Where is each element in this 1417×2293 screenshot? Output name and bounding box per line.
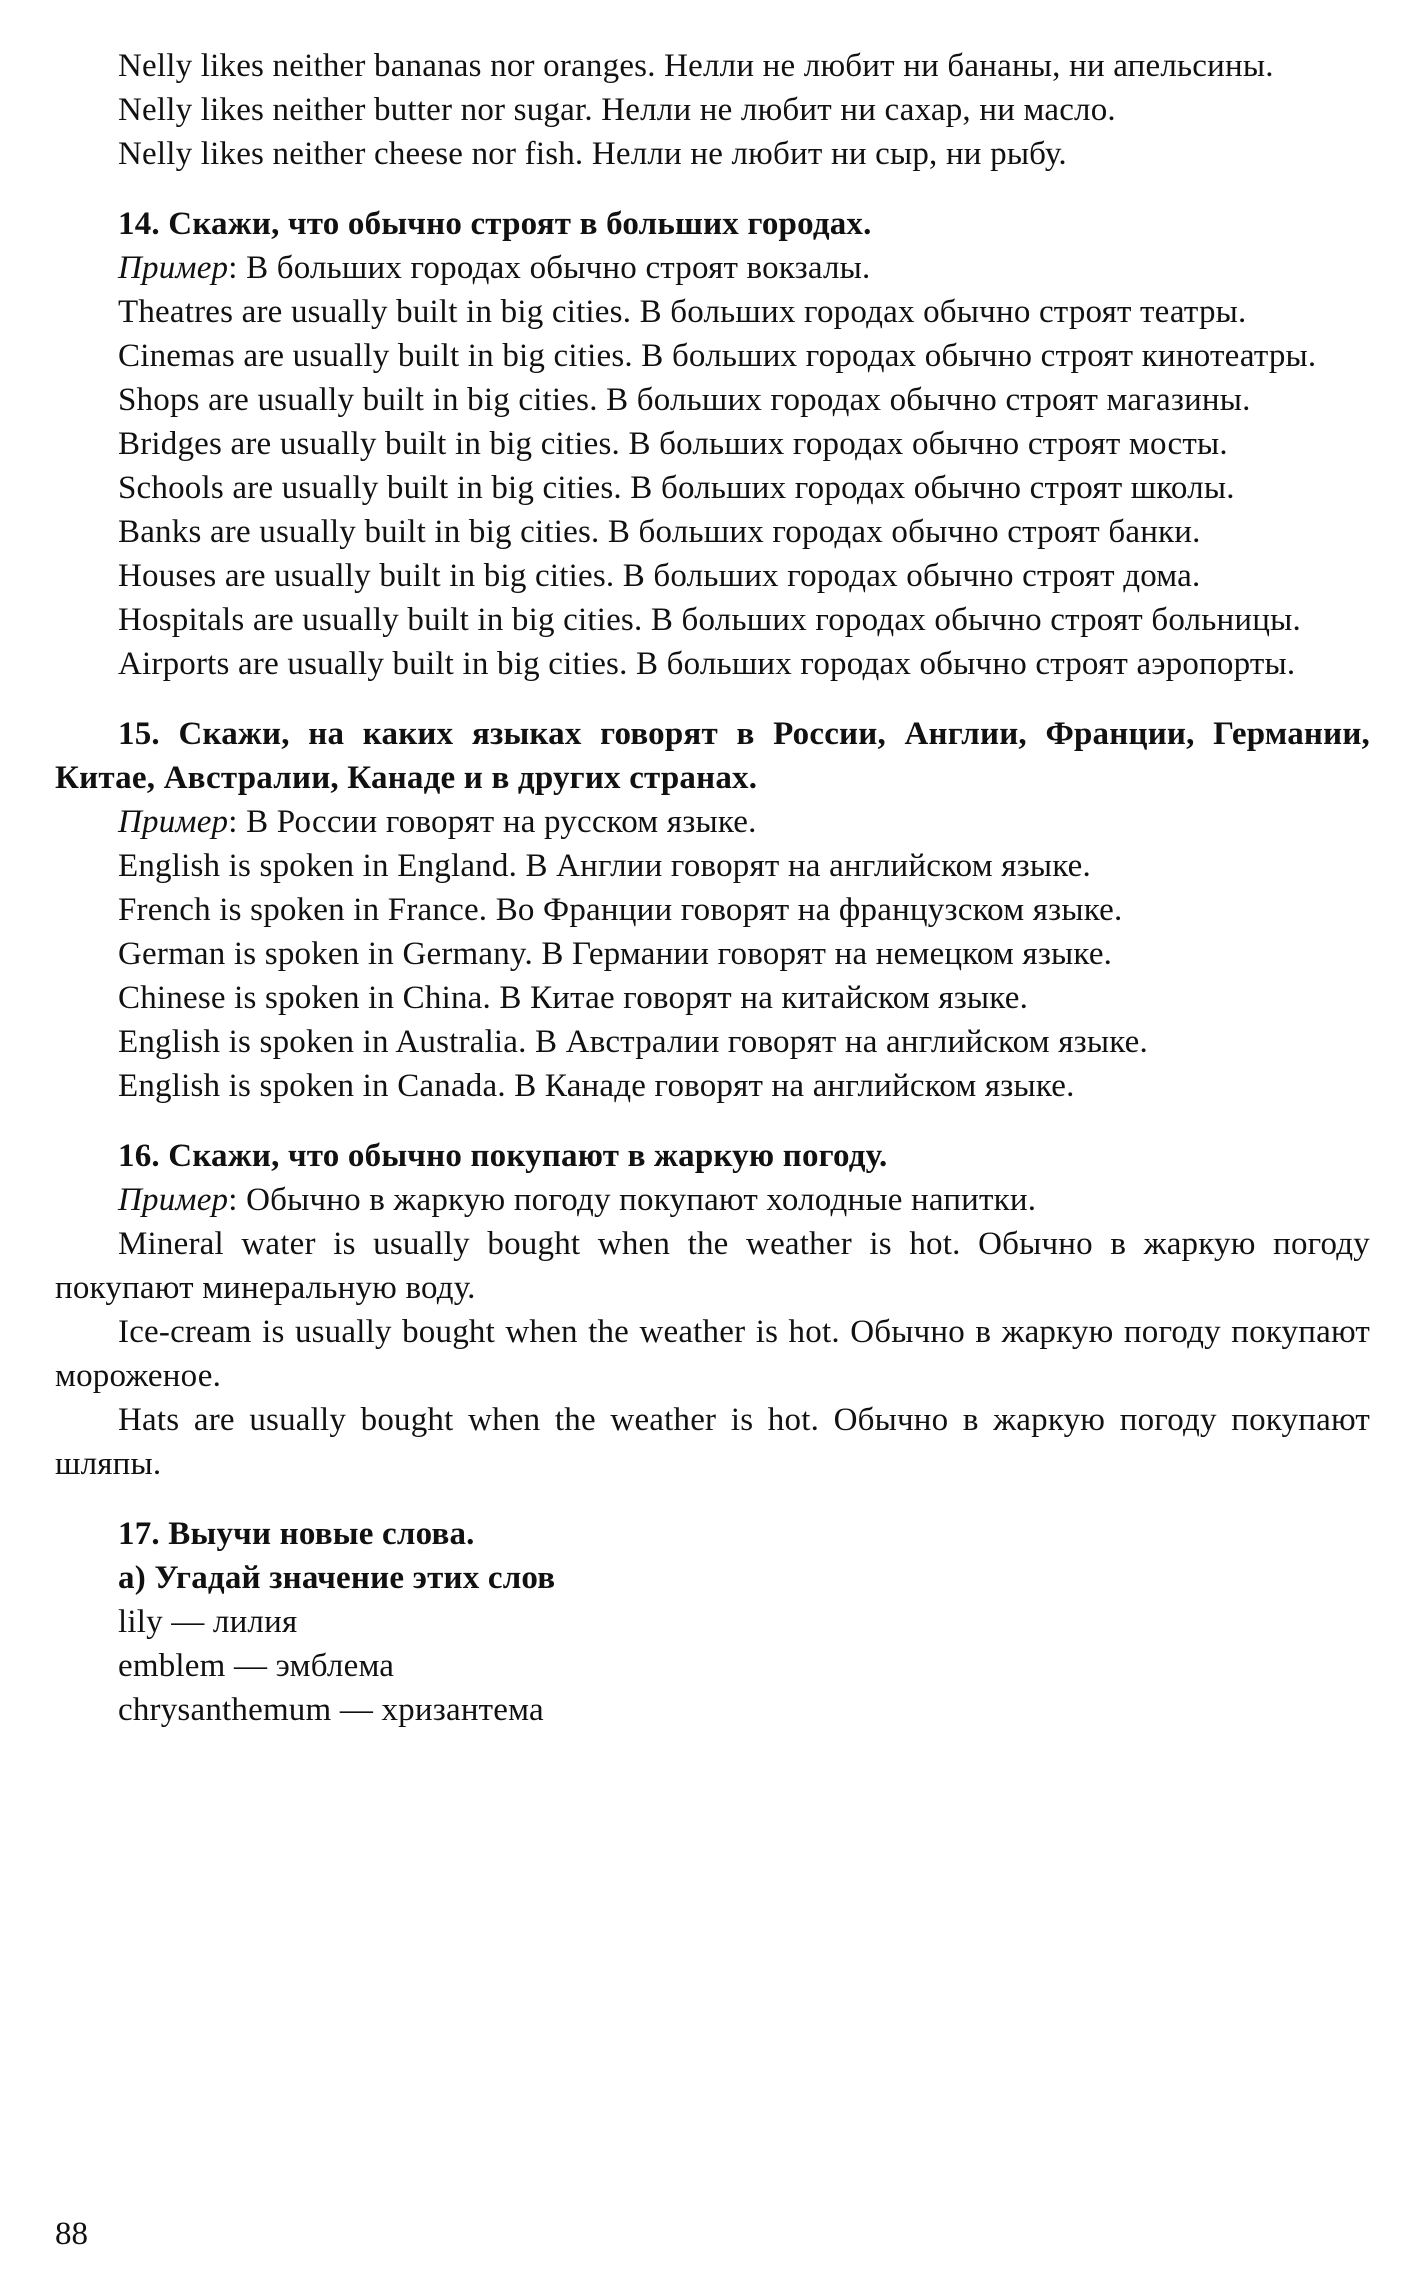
exercise-15 xyxy=(55,712,1370,1108)
text-line: English is spoken in Australia. В Австралии говорят на английском языке. xyxy=(118,1024,1148,1060)
text-line: Hats are usually bought when the weather is hot. Обычно в жаркую погоду покупают шляпы. xyxy=(55,1402,1370,1482)
exercise-17 xyxy=(55,1512,1370,1732)
text-line: Hospitals are usually built in big cities. В больших городах обычно строят больницы. xyxy=(118,602,1301,638)
text-line: Nelly likes neither bananas nor oranges. Нелли не любит ни бананы, ни апельсины. xyxy=(118,48,1274,84)
text-line: Airports are usually built in big cities. В больших городах обычно строят аэропорты. xyxy=(118,646,1296,682)
example-line xyxy=(55,246,1370,290)
example-text: : В России говорят на русском языке. xyxy=(228,804,757,840)
example-label: Пример xyxy=(118,804,229,840)
exercise-heading: 15. Скажи, на каких языках говорят в России, Англии, Франции, Германии, Китае, Австралии, Канаде и в других странах. xyxy=(55,716,1370,796)
vocab-item: emblem — эмблема xyxy=(118,1648,395,1684)
text-line: Nelly likes neither cheese nor fish. Нелли не любит ни сыр, ни рыбу. xyxy=(118,136,1067,172)
text-line: Cinemas are usually built in big cities. В больших городах обычно строят кинотеатры. xyxy=(118,338,1317,374)
exercise-heading: 14. Скажи, что обычно строят в больших городах. xyxy=(118,206,872,242)
exercise-heading: 16. Скажи, что обычно покупают в жаркую погоду. xyxy=(118,1138,888,1174)
example-label: Пример xyxy=(118,1182,229,1218)
example-line xyxy=(55,800,1370,844)
text-line: Bridges are usually built in big cities. В больших городах обычно строят мосты. xyxy=(118,426,1228,462)
exercise-heading: 17. Выучи новые слова. xyxy=(118,1516,475,1552)
text-line: English is spoken in England. В Англии говорят на английском языке. xyxy=(118,848,1091,884)
intro-block xyxy=(55,44,1370,176)
example-label: Пример xyxy=(118,250,229,286)
example-line xyxy=(55,1178,1370,1222)
text-line: Nelly likes neither butter nor sugar. Нелли не любит ни сахар, ни масло. xyxy=(118,92,1116,128)
text-line: French is spoken in France. Во Франции говорят на французском языке. xyxy=(118,892,1123,928)
exercise-16 xyxy=(55,1134,1370,1486)
exercise-subheading: a) Угадай значение этих слов xyxy=(118,1560,556,1596)
example-text: : Обычно в жаркую погоду покупают холодные напитки. xyxy=(228,1182,1037,1218)
exercise-14 xyxy=(55,202,1370,686)
text-line: Banks are usually built in big cities. В больших городах обычно строят банки. xyxy=(118,514,1201,550)
vocab-item: lily — лилия xyxy=(118,1604,298,1640)
text-line: English is spoken in Canada. В Канаде говорят на английском языке. xyxy=(118,1068,1075,1104)
text-line: Theatres are usually built in big cities. В больших городах обычно строят театры. xyxy=(118,294,1247,330)
text-line: German is spoken in Germany. В Германии говорят на немецком языке. xyxy=(118,936,1113,972)
example-text: : В больших городах обычно строят вокзалы. xyxy=(228,250,871,286)
text-line: Chinese is spoken in China. В Китае говорят на китайском языке. xyxy=(118,980,1029,1016)
text-line: Schools are usually built in big cities. В больших городах обычно строят школы. xyxy=(118,470,1235,506)
text-line: Ice-cream is usually bought when the weather is hot. Обычно в жаркую погоду покупают мороженое. xyxy=(55,1314,1370,1394)
text-line: Mineral water is usually bought when the weather is hot. Обычно в жаркую погоду покупают минеральную воду. xyxy=(55,1226,1370,1306)
text-line: Houses are usually built in big cities. В больших городах обычно строят дома. xyxy=(118,558,1201,594)
page-number: 88 xyxy=(55,2216,88,2252)
text-line: Shops are usually built in big cities. В больших городах обычно строят магазины. xyxy=(118,382,1251,418)
vocab-item: chrysanthemum — хризантема xyxy=(118,1692,544,1728)
textbook-page xyxy=(55,44,1370,1732)
